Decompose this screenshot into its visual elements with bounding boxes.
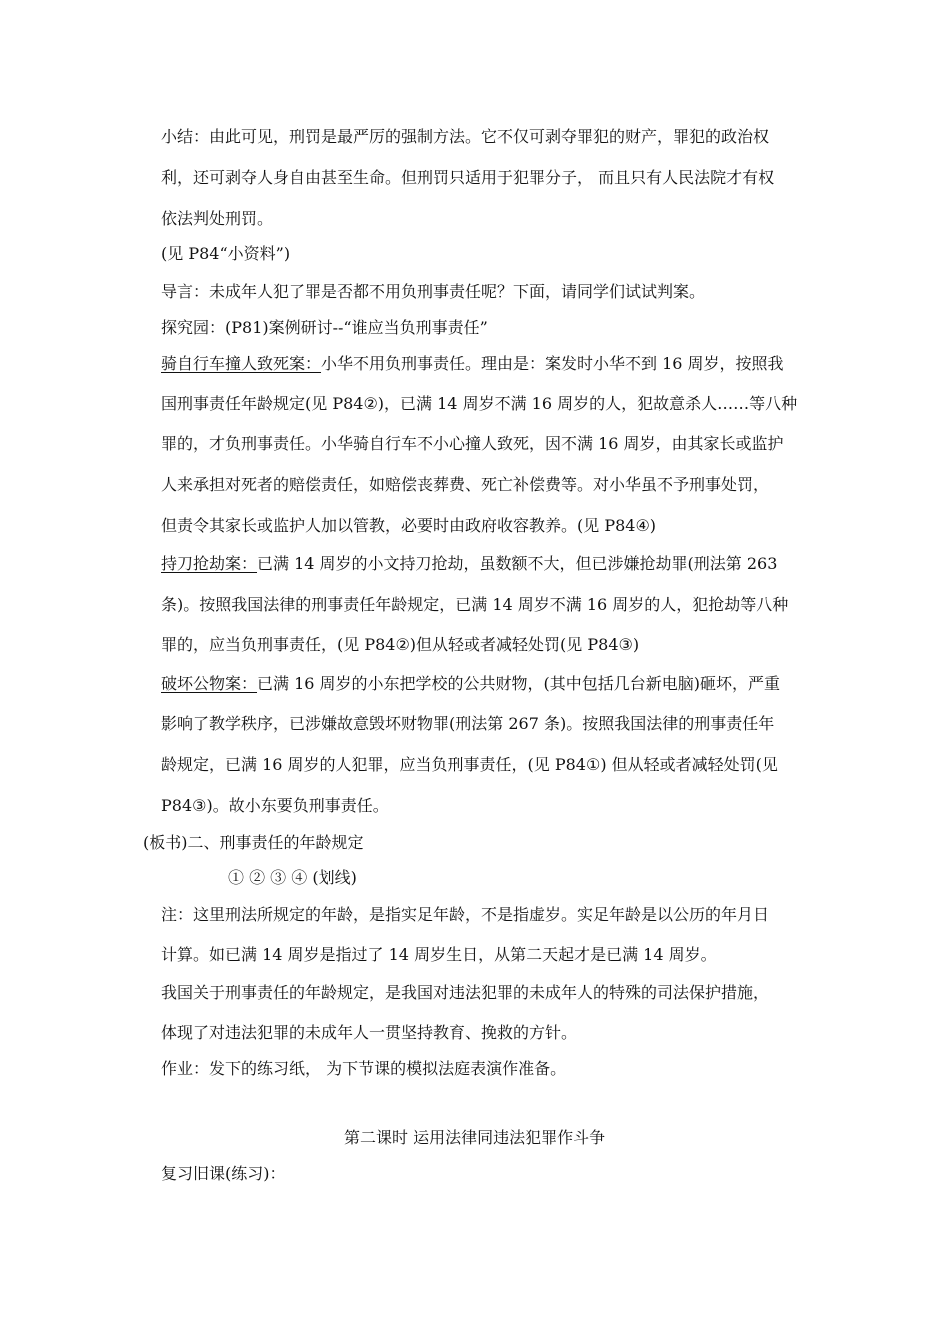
case1-line: 但责令其家长或监护人加以管教，必要时由政府收容教养。(见 P84④) xyxy=(161,516,657,535)
lesson2-review: 复习旧课(练习)： xyxy=(161,1164,286,1183)
case1-line: 人来承担对死者的赔偿责任，如赔偿丧葬费、死亡补偿费等。对小华虽不予刑事处罚， xyxy=(161,475,770,494)
intro-paragraph: 导言：未成年人犯了罪是否都不用负刑事责任呢？下面，请同学们试试判案。 xyxy=(161,282,706,301)
case3-text: 已满 16 周岁的小东把学校的公共财物，(其中包括几台新电脑)砸坏，严重 xyxy=(257,674,781,693)
summary-reference: (见 P84“小资料”) xyxy=(161,244,291,263)
note-line: 注：这里刑法所规定的年龄，是指实足年龄，不是指虚岁。实足年龄是以公历的年月日 xyxy=(161,905,770,924)
explore-heading: 探究园：(P81)案例研讨--“谁应当负刑事责任” xyxy=(161,318,488,337)
case3-first-line xyxy=(161,673,780,695)
case3-title: 破坏公物案： xyxy=(161,674,258,693)
policy-line: 我国关于刑事责任的年龄规定，是我国对违法犯罪的未成年人的特殊的司法保护措施， xyxy=(161,983,770,1002)
case1-first-line xyxy=(161,353,784,375)
case3-line: 龄规定，已满 16 周岁的人犯罪，应当负刑事责任，(见 P84①) 但从轻或者减轻处罚(见 xyxy=(161,755,778,774)
case3-line: 影响了教学秩序，已涉嫌故意毁坏财物罪(刑法第 267 条)。按照我国法律的刑事责任年 xyxy=(161,714,775,733)
case2-line: 条)。按照我国法律的刑事责任年龄规定，已满 14 周岁不满 16 周岁的人，犯抢劫等八种 xyxy=(161,595,789,614)
case2-title: 持刀抢劫案： xyxy=(161,554,258,573)
policy-line: 体现了对违法犯罪的未成年人一贯坚持教育、挽救的方针。 xyxy=(161,1023,578,1042)
case1-line: 国刑事责任年龄规定(见 P84②)，已满 14 周岁不满 16 周岁的人，犯故意杀人……等八种 xyxy=(161,394,798,413)
case2-first-line xyxy=(161,553,777,575)
note-line: 计算。如已满 14 周岁是指过了 14 周岁生日，从第二天起才是已满 14 周岁。 xyxy=(161,945,717,964)
case2-text: 已满 14 周岁的小文持刀抢劫，虽数额不大，但已涉嫌抢劫罪(刑法第 263 xyxy=(257,554,778,573)
case1-line: 罪的，才负刑事责任。小华骑自行车不小心撞人致死，因不满 16 周岁，由其家长或监护 xyxy=(161,434,784,453)
board-marks: ① ② ③ ④ (划线) xyxy=(228,868,357,887)
summary-line: 小结：由此可见，刑罚是最严厉的强制方法。它不仅可剥夺罪犯的财产，罪犯的政治权 xyxy=(161,127,770,146)
case1-title: 骑自行车撞人致死案： xyxy=(161,354,322,373)
case3-line: P84③)。故小东要负刑事责任。 xyxy=(161,796,389,815)
board-heading: (板书)二、刑事责任的年龄规定 xyxy=(143,833,364,852)
summary-line: 依法判处刑罚。 xyxy=(161,209,274,228)
case2-line: 罪的，应当负刑事责任，(见 P84②)但从轻或者减轻处罚(见 P84③) xyxy=(161,635,640,654)
summary-line: 利，还可剥夺人身自由甚至生命。但刑罚只适用于犯罪分子， 而且只有人民法院才有权 xyxy=(161,168,775,187)
homework-line: 作业：发下的练习纸， 为下节课的模拟法庭表演作准备。 xyxy=(161,1059,567,1078)
case1-text: 小华不用负刑事责任。理由是：案发时小华不到 16 周岁，按照我 xyxy=(321,354,784,373)
lesson2-heading: 第二课时 运用法律同违法犯罪作斗争 xyxy=(344,1128,606,1147)
